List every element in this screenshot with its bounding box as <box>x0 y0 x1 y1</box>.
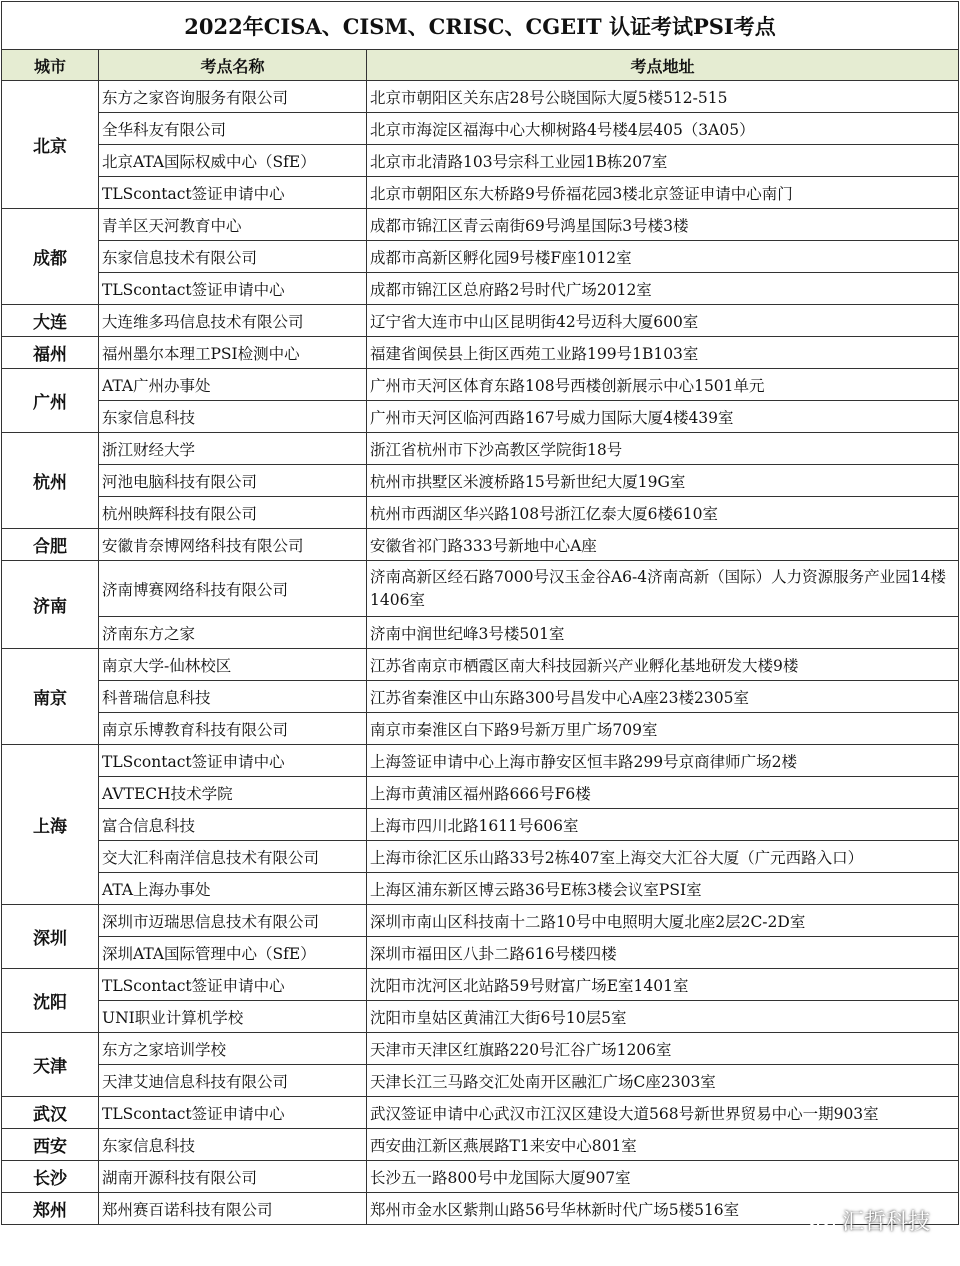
city-cell: 上海 <box>2 745 99 905</box>
table-body <box>2 81 959 1225</box>
watermark-text: 汇哲科技 <box>841 1210 930 1235</box>
site-name-cell: 浙江财经大学 <box>99 433 367 465</box>
site-address-cell: 成都市锦江区青云南街69号鸿星国际3号楼3楼 <box>367 209 959 241</box>
site-address-cell: 上海市徐汇区乐山路33号2栋407室上海交大汇谷大厦（广元西路入口） <box>367 841 959 873</box>
site-name-cell: UNI职业计算机学校 <box>99 1001 367 1033</box>
site-name-cell: 东家信息技术有限公司 <box>99 241 367 273</box>
site-name-cell: 南京大学-仙林校区 <box>99 649 367 681</box>
site-address-cell: 辽宁省大连市中山区昆明街42号迈科大厦600室 <box>367 305 959 337</box>
site-name-cell: 南京乐博教育科技有限公司 <box>99 713 367 745</box>
site-address-cell: 天津长江三马路交汇处南开区融汇广场C座2303室 <box>367 1065 959 1097</box>
site-address-cell: 长沙五一路800号中龙国际大厦907室 <box>367 1161 959 1193</box>
page-title: 2022年CISA、CISM、CRISC、CGEIT 认证考试PSI考点 <box>2 2 959 50</box>
table-row <box>2 617 959 649</box>
wechat-icon <box>808 1209 836 1233</box>
site-address-cell: 西安曲江新区燕展路T1来安中心801室 <box>367 1129 959 1161</box>
site-address-cell: 武汉签证申请中心武汉市江汉区建设大道568号新世界贸易中心一期903室 <box>367 1097 959 1129</box>
site-name-cell: 深圳市迈瑞思信息技术有限公司 <box>99 905 367 937</box>
city-cell: 郑州 <box>2 1193 99 1225</box>
site-name-cell: 大连维多玛信息技术有限公司 <box>99 305 367 337</box>
city-cell: 成都 <box>2 209 99 305</box>
table-row <box>2 937 959 969</box>
city-cell: 西安 <box>2 1129 99 1161</box>
site-name-cell: 福州墨尔本理工PSI检测中心 <box>99 337 367 369</box>
site-name-cell: 东家信息科技 <box>99 1129 367 1161</box>
table-row <box>2 337 959 369</box>
table-row <box>2 1129 959 1161</box>
site-address-cell: 沈阳市皇姑区黄浦江大街6号10层5室 <box>367 1001 959 1033</box>
site-name-cell: AVTECH技术学院 <box>99 777 367 809</box>
site-address-cell: 北京市朝阳区东大桥路9号侨福花园3楼北京签证申请中心南门 <box>367 177 959 209</box>
site-address-cell: 济南高新区经石路7000号汉玉金谷A6-4济南高新（国际）人力资源服务产业园14楼1406室 <box>367 561 959 617</box>
site-address-cell: 成都市高新区孵化园9号楼F座1012室 <box>367 241 959 273</box>
site-address-cell: 沈阳市沈河区北站路59号财富广场E室1401室 <box>367 969 959 1001</box>
site-name-cell: 东家信息科技 <box>99 401 367 433</box>
exam-center-table <box>1 1 959 1225</box>
site-address-cell: 上海签证申请中心上海市静安区恒丰路299号京商律师广场2楼 <box>367 745 959 777</box>
table-row <box>2 241 959 273</box>
city-cell: 杭州 <box>2 433 99 529</box>
site-name-cell: TLScontact签证申请中心 <box>99 969 367 1001</box>
site-address-cell: 浙江省杭州市下沙高教区学院街18号 <box>367 433 959 465</box>
table-row <box>2 497 959 529</box>
site-address-cell: 南京市秦淮区白下路9号新万里广场709室 <box>367 713 959 745</box>
table-row <box>2 81 959 113</box>
table-row <box>2 209 959 241</box>
site-name-cell: ATA上海办事处 <box>99 873 367 905</box>
table-row <box>2 809 959 841</box>
site-address-cell: 成都市锦江区总府路2号时代广场2012室 <box>367 273 959 305</box>
table-row <box>2 841 959 873</box>
table-row <box>2 1001 959 1033</box>
site-address-cell: 广州市天河区临河西路167号威力国际大厦4楼439室 <box>367 401 959 433</box>
table-row <box>2 113 959 145</box>
site-address-cell: 深圳市南山区科技南十二路10号中电照明大厦北座2层2C-2D室 <box>367 905 959 937</box>
table-row <box>2 681 959 713</box>
site-name-cell: 河池电脑科技有限公司 <box>99 465 367 497</box>
city-cell: 沈阳 <box>2 969 99 1033</box>
table-row <box>2 1161 959 1193</box>
city-cell: 福州 <box>2 337 99 369</box>
site-address-cell: 安徽省祁门路333号新地中心A座 <box>367 529 959 561</box>
city-cell: 长沙 <box>2 1161 99 1193</box>
table-row <box>2 561 959 617</box>
column-header-address: 考点地址 <box>367 50 959 81</box>
table-row <box>2 713 959 745</box>
table-row <box>2 905 959 937</box>
city-cell: 天津 <box>2 1033 99 1097</box>
site-address-cell: 上海市黄浦区福州路666号F6楼 <box>367 777 959 809</box>
site-address-cell: 郑州市金水区紫荆山路56号华林新时代广场5楼516室 <box>367 1193 959 1225</box>
table-row <box>2 1033 959 1065</box>
site-name-cell: 深圳ATA国际管理中心（SfE） <box>99 937 367 969</box>
table-row <box>2 401 959 433</box>
site-address-cell: 江苏省南京市栖霞区南大科技园新兴产业孵化基地研发大楼9楼 <box>367 649 959 681</box>
site-name-cell: 天津艾迪信息科技有限公司 <box>99 1065 367 1097</box>
table-row <box>2 529 959 561</box>
site-name-cell: 富合信息科技 <box>99 809 367 841</box>
column-header-city: 城市 <box>2 50 99 81</box>
table-row <box>2 369 959 401</box>
site-address-cell: 广州市天河区体育东路108号西楼创新展示中心1501单元 <box>367 369 959 401</box>
city-cell: 广州 <box>2 369 99 433</box>
table-row <box>2 1065 959 1097</box>
site-address-cell: 北京市朝阳区关东店28号公晓国际大厦5楼512-515 <box>367 81 959 113</box>
site-address-cell: 深圳市福田区八卦二路616号楼四楼 <box>367 937 959 969</box>
site-name-cell: 全华科友有限公司 <box>99 113 367 145</box>
site-address-cell: 江苏省秦淮区中山东路300号昌发中心A座23楼2305室 <box>367 681 959 713</box>
table-row <box>2 777 959 809</box>
site-address-cell: 上海市四川北路1611号606室 <box>367 809 959 841</box>
site-address-cell: 北京市海淀区福海中心大柳树路4号楼4层405（3A05） <box>367 113 959 145</box>
city-cell: 济南 <box>2 561 99 649</box>
site-address-cell: 杭州市拱墅区米渡桥路15号新世纪大厦19G室 <box>367 465 959 497</box>
watermark <box>808 1205 930 1236</box>
site-name-cell: 青羊区天河教育中心 <box>99 209 367 241</box>
site-address-cell: 天津市天津区红旗路220号汇谷广场1206室 <box>367 1033 959 1065</box>
table-row <box>2 649 959 681</box>
table-row <box>2 145 959 177</box>
table-row <box>2 745 959 777</box>
site-name-cell: 安徽肯奈博网络科技有限公司 <box>99 529 367 561</box>
site-name-cell: TLScontact签证申请中心 <box>99 1097 367 1129</box>
table-row <box>2 465 959 497</box>
table-row <box>2 969 959 1001</box>
site-name-cell: 济南东方之家 <box>99 617 367 649</box>
city-cell: 武汉 <box>2 1097 99 1129</box>
site-name-cell: 北京ATA国际权威中心（SfE） <box>99 145 367 177</box>
table-row <box>2 177 959 209</box>
city-cell: 大连 <box>2 305 99 337</box>
site-name-cell: 郑州赛百诺科技有限公司 <box>99 1193 367 1225</box>
site-address-cell: 杭州市西湖区华兴路108号浙江亿泰大厦6楼610室 <box>367 497 959 529</box>
site-name-cell: TLScontact签证申请中心 <box>99 745 367 777</box>
site-name-cell: TLScontact签证申请中心 <box>99 177 367 209</box>
site-address-cell: 上海区浦东新区博云路36号E栋3楼会议室PSI室 <box>367 873 959 905</box>
table-row <box>2 273 959 305</box>
site-name-cell: 东方之家咨询服务有限公司 <box>99 81 367 113</box>
city-cell: 北京 <box>2 81 99 209</box>
site-name-cell: 科普瑞信息科技 <box>99 681 367 713</box>
table-row <box>2 1097 959 1129</box>
site-address-cell: 福建省闽侯县上街区西苑工业路199号1B103室 <box>367 337 959 369</box>
city-cell: 合肥 <box>2 529 99 561</box>
site-address-cell: 济南中润世纪峰3号楼501室 <box>367 617 959 649</box>
city-cell: 南京 <box>2 649 99 745</box>
site-address-cell: 北京市北清路103号宗科工业园1B栋207室 <box>367 145 959 177</box>
table-row <box>2 873 959 905</box>
site-name-cell: 杭州映辉科技有限公司 <box>99 497 367 529</box>
site-name-cell: 交大汇科南洋信息技术有限公司 <box>99 841 367 873</box>
city-cell: 深圳 <box>2 905 99 969</box>
table-row <box>2 305 959 337</box>
table-row <box>2 433 959 465</box>
site-name-cell: 东方之家培训学校 <box>99 1033 367 1065</box>
column-header-name: 考点名称 <box>99 50 367 81</box>
site-name-cell: ATA广州办事处 <box>99 369 367 401</box>
site-name-cell: 湖南开源科技有限公司 <box>99 1161 367 1193</box>
site-name-cell: 济南博赛网络科技有限公司 <box>99 561 367 617</box>
site-name-cell: TLScontact签证申请中心 <box>99 273 367 305</box>
